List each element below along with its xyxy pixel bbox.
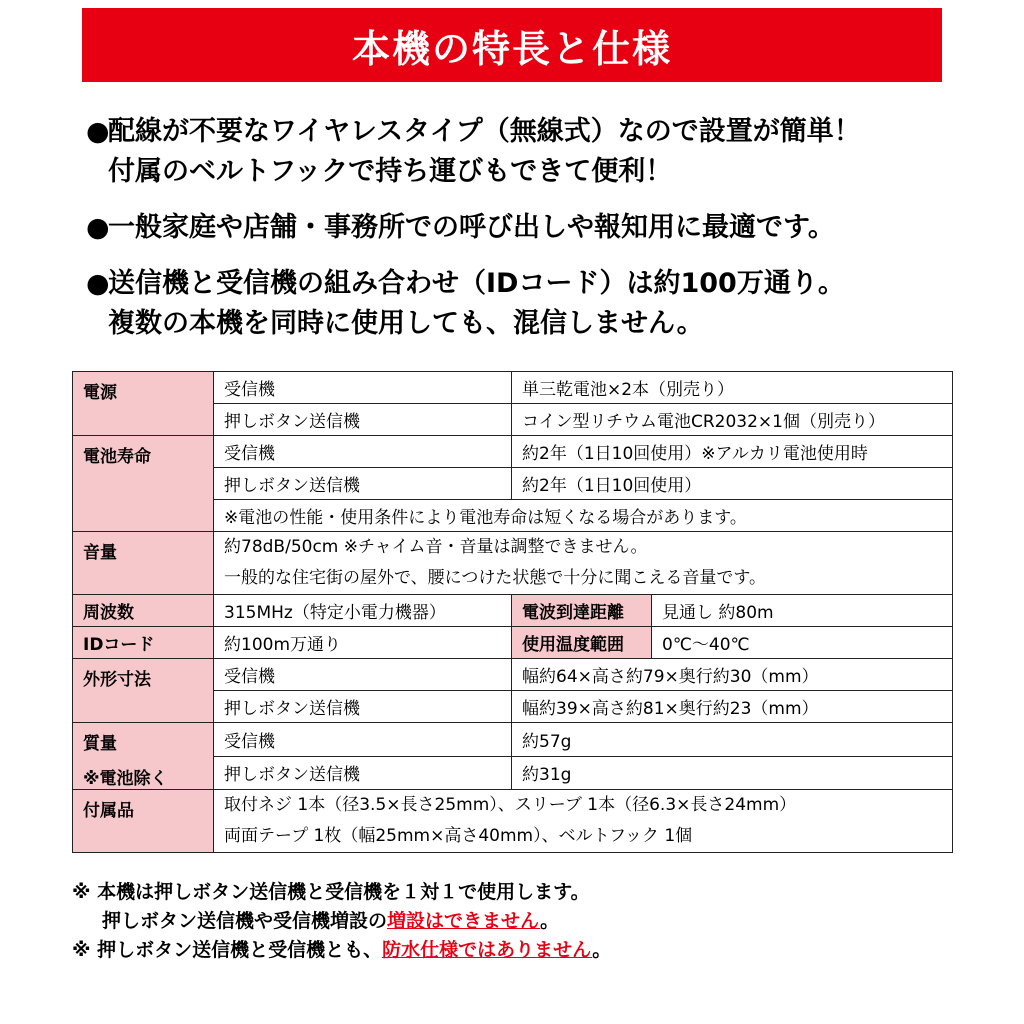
spec-label-volume: 音量 [73, 532, 214, 595]
table-row [73, 659, 953, 691]
spec-label-weight [73, 723, 214, 790]
volume-line: 一般的な住宅街の屋外で、腰につけた状態で十分に聞こえる音量です。 [224, 568, 766, 588]
note-text: 押しボタン送信機や受信機増設の [102, 910, 388, 932]
spec-item: 押しボタン送信機 [214, 468, 512, 500]
title-banner [82, 8, 942, 82]
spec-value: 単三乾電池×2本（別売り） [512, 372, 953, 404]
spec-item: 押しボタン送信機 [214, 756, 512, 790]
feature-text: 送信機と受信機の組み合わせ（IDコード）は約100万通り。 [108, 268, 845, 299]
spec-label-id-code: IDコード [73, 627, 214, 659]
table-row [73, 595, 953, 627]
table-row [73, 723, 953, 757]
note-text: ※ 本機は押しボタン送信機と受信機を１対１で使用します。 [72, 881, 590, 903]
table-row [73, 532, 953, 595]
note-warning: 防水仕様ではありません [382, 939, 593, 961]
spec-table [72, 371, 953, 853]
note-line [72, 907, 611, 936]
spec-item: 受信機 [214, 659, 512, 691]
note-text: 。 [592, 939, 612, 961]
spec-note: ※電池の性能・使用条件により電池寿命は短くなる場合があります。 [214, 500, 953, 532]
spec-value: 約57g [512, 723, 953, 757]
spec-value-accessories [214, 790, 953, 853]
table-row [73, 627, 953, 659]
feature-list [86, 112, 986, 360]
feature-text: 一般家庭や店舗・事務所での呼び出しや報知用に最適です。 [108, 212, 835, 243]
spec-item: 受信機 [214, 723, 512, 757]
weight-sublabel: ※電池除く [83, 769, 168, 789]
spec-label-frequency: 周波数 [73, 595, 214, 627]
page-title: 本機の特長と仕様 [351, 26, 672, 71]
table-row [73, 790, 953, 853]
weight-label: 質量 [83, 734, 117, 754]
feature-text: 配線が不要なワイヤレスタイプ（無線式）なので設置が簡単！ [108, 116, 861, 147]
spec-value-volume [214, 532, 953, 595]
accessories-line: 両面テープ 1枚（幅25mm×高さ40mm）、ベルトフック 1個 [224, 826, 693, 846]
spec-value: 約31g [512, 756, 953, 790]
feature-text: 付属のベルトフックで持ち運びもできて便利！ [108, 156, 673, 187]
feature-item [86, 112, 986, 192]
bullet-icon: ● [86, 268, 110, 299]
spec-value: 約100m万通り [214, 627, 512, 659]
spec-item: 受信機 [214, 372, 512, 404]
note-warning: 増設はできません [387, 910, 541, 932]
spec-label-dimensions: 外形寸法 [73, 659, 214, 723]
table-row [73, 436, 953, 468]
spec-value: 315MHz（特定小電力機器） [214, 595, 512, 627]
spec-value: 見通し 約80m [652, 595, 953, 627]
spec-value: 0℃～40℃ [652, 627, 953, 659]
spec-label-range: 電波到達距離 [512, 595, 652, 627]
bullet-icon: ● [86, 116, 110, 147]
spec-value: 幅約64×高さ約79×奥行約30（mm） [512, 659, 953, 691]
note-text: 。 [540, 910, 560, 932]
spec-item: 受信機 [214, 436, 512, 468]
note-text: ※ 押しボタン送信機と受信機とも、 [72, 939, 383, 961]
spec-value: コイン型リチウム電池CR2032×1個（別売り） [512, 404, 953, 436]
spec-label-temperature: 使用温度範囲 [512, 627, 652, 659]
feature-item [86, 264, 986, 344]
spec-value: 約2年（1日10回使用） [512, 468, 953, 500]
spec-item: 押しボタン送信機 [214, 404, 512, 436]
spec-value: 幅約39×高さ約81×奥行約23（mm） [512, 691, 953, 723]
volume-line: 約78dB/50cm ※チャイム音・音量は調整できません。 [224, 537, 648, 557]
spec-value: 約2年（1日10回使用）※アルカリ電池使用時 [512, 436, 953, 468]
note-line [72, 936, 611, 965]
spec-label-battery-life: 電池寿命 [73, 436, 214, 532]
table-row [73, 372, 953, 404]
note-line [72, 878, 611, 907]
spec-label-accessories: 付属品 [73, 790, 214, 853]
bullet-icon: ● [86, 212, 110, 243]
feature-item [86, 208, 986, 248]
accessories-line: 取付ネジ 1本（径3.5×長さ25mm）、スリーブ 1本（径6.3×長さ24mm） [224, 795, 797, 815]
feature-text: 複数の本機を同時に使用しても、混信しません。 [108, 308, 704, 339]
notes [72, 878, 611, 965]
spec-item: 押しボタン送信機 [214, 691, 512, 723]
spec-label-power: 電源 [73, 372, 214, 436]
